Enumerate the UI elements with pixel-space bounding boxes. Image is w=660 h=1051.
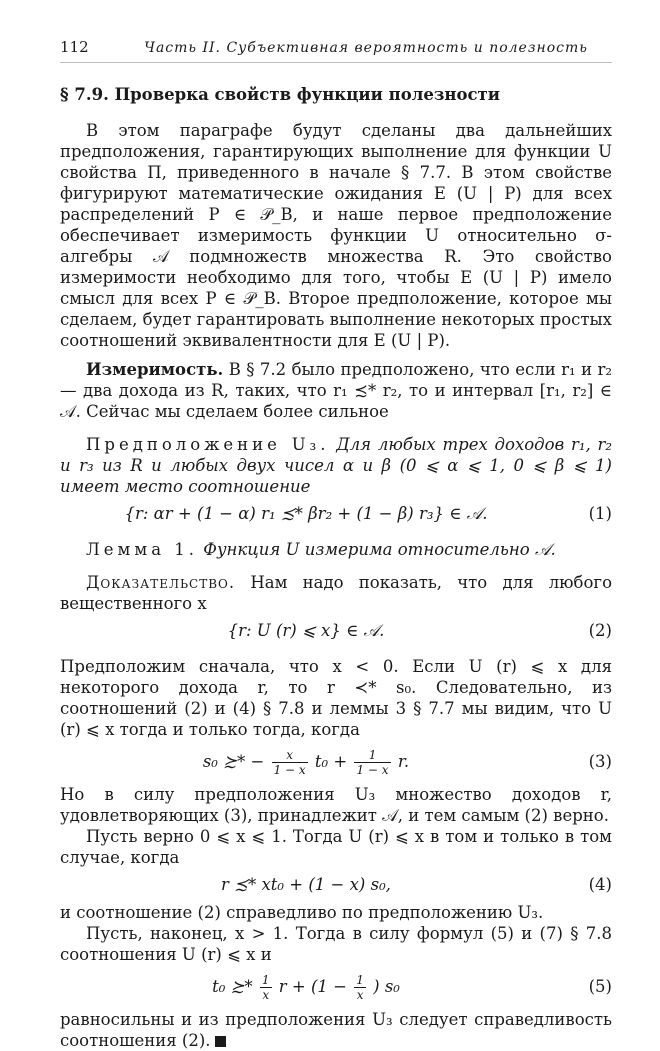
formula-5-den-2: x: [356, 988, 364, 1002]
paragraph-intro: В этом параграфе будут сделаны два дальнейших предположения, гарантирующих выполнение для функции U свойства П, приведенного в начале § 7.7. В этом свойстве фигурируют математические ожидания E (U | P) для всех распределений P ∈ 𝒫_B, и наше первое предположение обеспечивает измеримость функции U относительно σ-алгебры 𝒜 подмножеств множества R. Это свойство измеримости необходимо для того, чтобы E (U | P) имело смысл для всех P ∈ 𝒫_B. Второе предположение, которое мы сделаем, будет гарантировать выполнение некоторых простых соотношений эквивалентности для E (U | P).: [60, 121, 612, 350]
paragraph-lemma: [60, 539, 612, 560]
proof-label: Доказательство.: [86, 573, 236, 592]
running-title: Часть II. Субъективная вероятность и полезность: [144, 40, 588, 56]
formula-5-den-1: x: [262, 988, 270, 1002]
formula-5-rhs: ) s₀: [373, 977, 400, 996]
formula-4-number: (4): [588, 875, 612, 894]
paragraph-and: и соотношение (2) справедливо по предположению U₃.: [60, 903, 544, 922]
page-number: 112: [60, 38, 89, 56]
measurability-text: В § 7.2 было предположено, что если r₁ и r₂ — два дохода из R, таких, что r₁ ≾* r₂, то и интервал [r₁, r₂] ∈ 𝒜. Сейчас мы сделаем более сильное: [60, 360, 612, 421]
formula-3-number: (3): [588, 752, 612, 771]
assumption-label: Предположение U₃.: [86, 435, 330, 454]
formula-5-lhs: t₀ ≿*: [212, 977, 253, 996]
lemma-text: Функция U измерима относительно 𝒜.: [198, 540, 556, 559]
formula-3-mid: t₀ +: [314, 752, 348, 771]
formula-3-expression: [60, 740, 552, 784]
formula-3-fraction-2: [354, 748, 390, 777]
section-title: § 7.9. Проверка свойств функции полезности: [60, 85, 500, 104]
formula-5-num-1: 1: [261, 973, 270, 987]
paragraph-proof: [60, 572, 612, 614]
paragraph-suppose: Предположим сначала, что x < 0. Если U (r) ⩽ x для некоторого дохода r, то r ≺* s₀. Следовательно, из соотношений (2) и (4) § 7.8 и леммы 3 § 7.7 мы видим, что U (r) ⩽ x тогда и только тогда, когда: [60, 657, 612, 739]
proof-text: Нам надо показать, что для любого вещественного x: [60, 573, 612, 613]
formula-3: [60, 740, 612, 784]
running-header: [60, 38, 612, 63]
formula-3-den-1: 1 − x: [273, 763, 306, 777]
formula-5-mid: r + (1 −: [278, 977, 348, 996]
paragraph-finally: Пусть, наконец, x > 1. Тогда в силу формул (5) и (7) § 7.8 соотношения U (r) ⩽ x и: [60, 924, 612, 964]
formula-5: [60, 965, 612, 1009]
formula-5-expression: [60, 965, 552, 1009]
paragraph-measurability: [60, 359, 612, 422]
qed-icon: [215, 1036, 226, 1047]
paragraph-equiv-text: равносильны и из предположения U₃ следует справедливость соотношения (2).: [60, 1010, 612, 1050]
book-page: [60, 38, 612, 1051]
formula-3-num-2: 1: [354, 748, 390, 763]
formula-3-num-1: x: [272, 748, 308, 763]
paragraph-but: Но в силу предположения U₃ множество доходов r, удовлетворяющих (3), принадлежит 𝒜, и тем самым (2) верно.: [60, 785, 612, 825]
formula-5-num-2: 1: [356, 973, 364, 987]
formula-3-fraction-1: [272, 748, 308, 777]
paragraph-assumption: [60, 434, 612, 497]
formula-5-number: (5): [588, 977, 612, 996]
measurability-label: Измеримость.: [86, 360, 224, 379]
formula-1-expression: {r: αr + (1 − α) r₁ ≾* βr₂ + (1 − β) r₃} ∈ 𝒜.: [124, 504, 488, 523]
formula-1-number: (1): [588, 504, 612, 523]
formula-2-expression: {r: U (r) ⩽ x} ∈ 𝒜.: [227, 621, 385, 640]
formula-4-expression: r ≾* xt₀ + (1 − x) s₀,: [221, 875, 391, 894]
formula-3-rhs: r.: [397, 752, 410, 771]
lemma-label: Лемма 1.: [86, 540, 199, 559]
formula-5-fraction-2: [354, 973, 366, 1002]
formula-1: [60, 497, 612, 531]
formula-5-fraction-1: [260, 973, 272, 1002]
formula-2-number: (2): [588, 621, 612, 640]
formula-3-lhs: s₀ ≿* −: [202, 752, 265, 771]
formula-4: [60, 868, 612, 902]
assumption-text: Для любых трех доходов r₁, r₂ и r₃ из R и любых двух чисел α и β (0 ⩽ α ⩽ 1, 0 ⩽ β ⩽ 1) имеет место соотношение: [60, 435, 612, 496]
paragraph-let-0-1: Пусть верно 0 ⩽ x ⩽ 1. Тогда U (r) ⩽ x в том и только в том случае, когда: [60, 827, 612, 867]
paragraph-equiv: [60, 1009, 612, 1051]
formula-2: [60, 614, 612, 648]
formula-3-den-2: 1 − x: [356, 763, 389, 777]
